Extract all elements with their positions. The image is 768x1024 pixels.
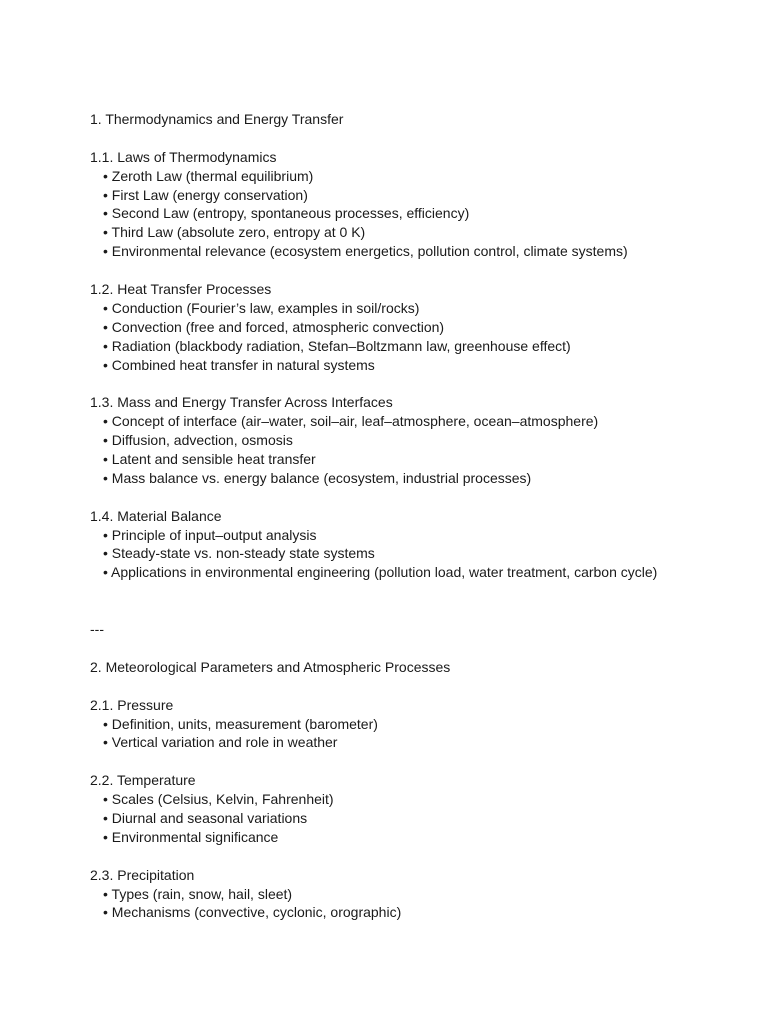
list-item: • Diurnal and seasonal variations — [103, 809, 308, 826]
subsection-2-2-heading: 2.2. Temperature — [90, 772, 196, 789]
list-item: • Convection (free and forced, atmospheric convection) — [103, 318, 445, 335]
section-2-title: 2. Meteorological Parameters and Atmospheric Processes — [90, 658, 451, 675]
spacer — [90, 582, 750, 620]
list-item: • Mechanisms (convective, cyclonic, orographic) — [103, 904, 402, 921]
list-item: • Vertical variation and role in weather — [103, 734, 338, 751]
spacer — [90, 752, 750, 771]
subsection-1-3-heading: 1.3. Mass and Energy Transfer Across Interfaces — [90, 394, 393, 411]
subsection-1-4-heading: 1.4. Material Balance — [90, 507, 222, 524]
subsection-2-3-heading: 2.3. Precipitation — [90, 866, 195, 883]
list-item: • Applications in environmental engineering (pollution load, water treatment, carbon cycle) — [103, 564, 658, 581]
document-page — [90, 110, 750, 922]
list-item: • Mass balance vs. energy balance (ecosystem, industrial processes) — [103, 469, 532, 486]
subsection-1-2-heading: 1.2. Heat Transfer Processes — [90, 281, 272, 298]
spacer — [90, 374, 750, 393]
list-item: • Environmental relevance (ecosystem energetics, pollution control, climate systems) — [103, 243, 628, 260]
list-item: • Steady-state vs. non-steady state systems — [103, 545, 375, 562]
list-item: • Combined heat transfer in natural systems — [103, 356, 375, 373]
list-item: • Third Law (absolute zero, entropy at 0 K) — [103, 224, 366, 241]
separator: --- — [90, 621, 104, 638]
list-item: • First Law (energy conservation) — [103, 186, 308, 203]
subsection-2-1-heading: 2.1. Pressure — [90, 696, 174, 713]
list-item: • Environmental significance — [103, 828, 279, 845]
list-item: • Diffusion, advection, osmosis — [103, 432, 293, 449]
spacer — [90, 488, 750, 507]
spacer — [90, 129, 750, 148]
list-item: • Zeroth Law (thermal equilibrium) — [103, 167, 314, 184]
list-item: • Radiation (blackbody radiation, Stefan–Boltzmann law, greenhouse effect) — [103, 337, 571, 354]
subsection-1-1-heading: 1.1. Laws of Thermodynamics — [90, 148, 277, 165]
list-item: • Definition, units, measurement (barometer) — [103, 715, 378, 732]
spacer — [90, 677, 750, 696]
list-item: • Principle of input–output analysis — [103, 526, 317, 543]
spacer — [90, 261, 750, 280]
list-item: • Conduction (Fourier’s law, examples in soil/rocks) — [103, 299, 420, 316]
list-item: • Latent and sensible heat transfer — [103, 451, 316, 468]
list-item: • Concept of interface (air–water, soil–air, leaf–atmosphere, ocean–atmosphere) — [103, 413, 599, 430]
spacer — [90, 847, 750, 866]
section-1-title: 1. Thermodynamics and Energy Transfer — [90, 111, 344, 127]
list-item: • Types (rain, snow, hail, sleet) — [103, 885, 293, 902]
list-item: • Second Law (entropy, spontaneous processes, efficiency) — [103, 205, 470, 222]
spacer — [90, 639, 750, 658]
list-item: • Scales (Celsius, Kelvin, Fahrenheit) — [103, 791, 334, 808]
